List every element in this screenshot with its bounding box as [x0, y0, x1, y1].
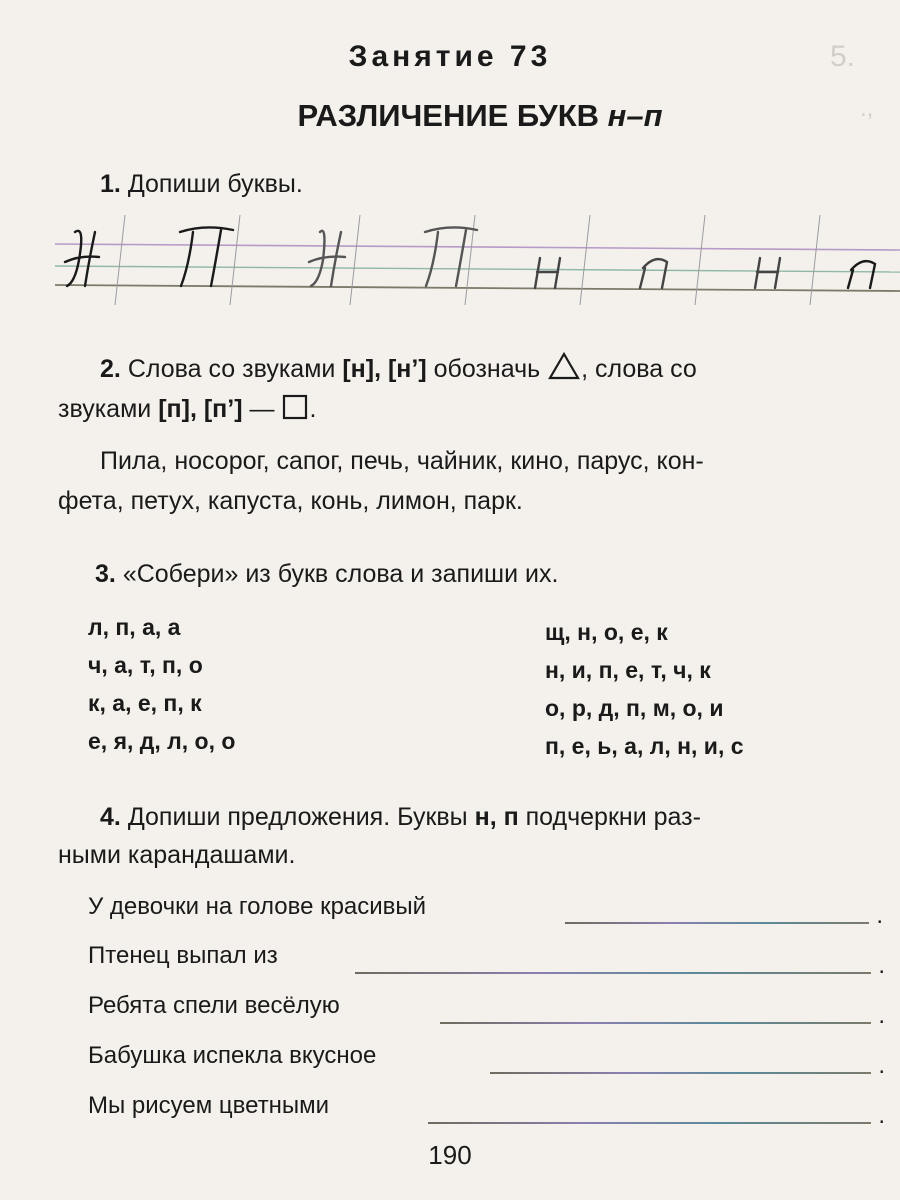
lesson-title: Занятие 73 [348, 40, 552, 73]
task2-text: обозначь [426, 355, 548, 383]
sentence-2: Птенец выпал из [88, 942, 278, 969]
traced-letter-p-lower [640, 259, 667, 288]
task1-instruction [100, 165, 303, 203]
task1-text: Допиши буквы. [127, 170, 303, 198]
answer-blank-4[interactable] [490, 1048, 885, 1079]
task2-words-line2: фета, петух, капуста, конь, лимон, парк. [58, 487, 523, 515]
task1-number: 1. [100, 170, 121, 198]
letter-set: н, и, п, е, т, ч, к [545, 657, 711, 683]
task2-instruction-line2: звуками [п], [п’] — . [58, 395, 317, 423]
bleed-through-text: ., [860, 95, 874, 122]
task3-text: «Собери» из букв слова и запиши их. [122, 560, 559, 588]
task4-text: Допиши предложения. Буквы [127, 803, 475, 831]
task4-number: 4. [100, 803, 121, 831]
task2-sounds-n: [н], [н’] [342, 355, 427, 383]
answer-blank-5[interactable] [428, 1098, 885, 1129]
period: . [878, 1052, 885, 1079]
letter-sets-right [545, 613, 744, 765]
topic-heading [0, 98, 900, 134]
answer-blank-1[interactable] [565, 898, 883, 929]
square-icon [281, 393, 309, 421]
cursive-letter-p-lower [848, 261, 875, 288]
copybook-handwriting-lines [55, 210, 900, 310]
period: . [878, 1002, 885, 1029]
task2-sounds-p: [п], [п’] [158, 395, 243, 423]
traced-letter-p-upper [425, 227, 477, 286]
traced-letter-n-upper [309, 231, 345, 286]
traced-letter-n-lower [755, 258, 780, 288]
letter-set: к, а, е, п, к [88, 690, 202, 716]
answer-blank-3[interactable] [440, 998, 885, 1029]
letter-set: щ, н, о, е, к [545, 619, 668, 645]
answer-blank-2[interactable] [355, 948, 885, 979]
sentence-5: Мы рисуем цветными [88, 1092, 330, 1119]
period: . [876, 902, 883, 929]
sentence-4: Бабушка испекла вкусное [88, 1042, 377, 1069]
letter-set: о, р, д, п, м, о, и [545, 695, 724, 721]
task4-instruction-line1 [100, 798, 701, 836]
period: . [878, 952, 885, 979]
triangle-icon [547, 351, 581, 381]
sentence-3: Ребята спели весёлую [88, 992, 340, 1019]
task4-instruction-line2: ными карандашами. [58, 841, 296, 869]
sentence-1: У девочки на голове красивый [88, 893, 427, 920]
cursive-letter-p-upper [180, 227, 233, 286]
letter-set: е, я, д, л, о, о [88, 728, 236, 754]
task2-instruction-line1 [100, 350, 697, 388]
task2-words-line1: Пила, носорог, сапог, печь, чайник, кино, парус, кон- [100, 447, 704, 475]
task2-text: , слова со [581, 355, 697, 383]
letter-set: ч, а, т, п, о [88, 652, 203, 678]
task2-text: звуками [58, 395, 159, 423]
task4-text: подчеркни раз- [518, 803, 701, 831]
cursive-letter-n-upper [65, 231, 99, 286]
task3-instruction [95, 555, 558, 593]
topic-prefix: РАЗЛИЧЕНИЕ БУКВ [297, 98, 608, 133]
letter-sets-left [88, 608, 235, 760]
period: . [878, 1102, 885, 1129]
letter-set: п, е, ь, а, л, н, и, с [545, 733, 744, 759]
task2-text: Слова со звуками [127, 355, 343, 383]
page-number: 190 [428, 1140, 472, 1170]
topic-letters: н–п [607, 98, 663, 133]
task2-text: — [242, 395, 275, 423]
task4-letters: н, п [474, 803, 519, 831]
traced-letter-n-lower [535, 258, 560, 288]
bleed-through-text: 5. [830, 40, 856, 73]
task2-number: 2. [100, 355, 121, 383]
letter-set: л, п, а, а [88, 614, 181, 640]
task3-number: 3. [95, 560, 116, 588]
